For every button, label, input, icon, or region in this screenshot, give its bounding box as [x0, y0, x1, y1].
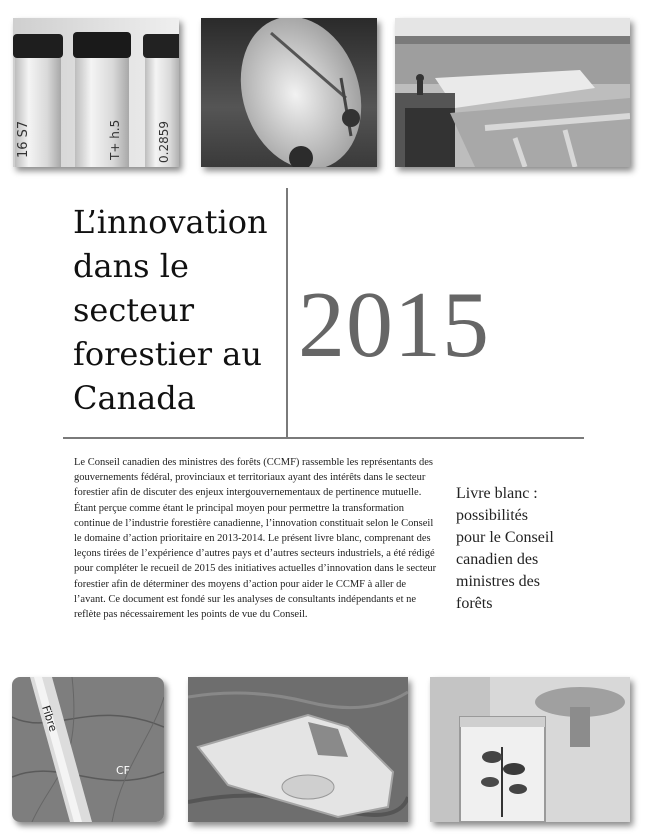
vertical-divider: [286, 188, 288, 438]
photo-sample-vials: [13, 18, 179, 167]
title-line: L’innovation: [73, 203, 268, 241]
title-line: dans le: [73, 247, 189, 285]
photo-microscope-fibre: [12, 677, 164, 822]
vial-label-3: 0.2859: [157, 121, 171, 163]
photo-car-door-panel: [188, 677, 408, 822]
intro-paragraph: Le Conseil canadien des ministres des forêts (CCMF) rassemble les représentants des gouvernements fédéral, provinciaux et territoriaux ayant des intérêts dans le secteur forestier afin de discuter des enjeux intergouvernementaux de pertinence mutuelle. Étant perçue comme étant le principal moyen pour permettre la transformation continue de l’industrie forestière canadienne, l’innovation constituait selon le Conseil le domaine d’action prioritaire en 2013-2014. Le présent livre blanc, comprenant des leçons tirées de l’expérience d’autres pays et d’autres secteurs industriels, a été rédigé pour compléter le recueil de 2015 des initiatives actuelles d’innovation dans le secteur forestier afin de déterminer des moyens d’action pour aider le CCMF à aller de l’avant. Ce document est fondé sur les analyses de consultants indépendants et ne reflète pas nécessairement les points de vue du Conseil.: [74, 457, 437, 621]
photo-plant-culture: [430, 677, 630, 822]
subtitle-line: canadien des: [456, 551, 539, 568]
subtitle: [456, 483, 586, 615]
vial-label-2: T+ h.5: [108, 119, 122, 160]
photo-construction-site: [395, 18, 630, 167]
subtitle-line: possibilités: [456, 507, 529, 524]
subtitle-line: pour le Conseil: [456, 529, 554, 546]
horizontal-divider: [63, 437, 584, 439]
page-title: [73, 200, 283, 420]
title-line: secteur: [73, 291, 194, 329]
year-label: 2015: [298, 273, 490, 377]
vial-label-1: 16 S7: [16, 120, 31, 158]
title-line: forestier au: [73, 335, 262, 373]
subtitle-line: Livre blanc :: [456, 485, 538, 502]
subtitle-line: ministres des: [456, 573, 540, 590]
subtitle-line: forêts: [456, 595, 493, 612]
title-line: Canada: [73, 379, 196, 417]
cf-label: CF: [116, 764, 131, 777]
fibre-label: Fibre: [39, 703, 60, 734]
photo-satellite-dish: [201, 18, 377, 167]
